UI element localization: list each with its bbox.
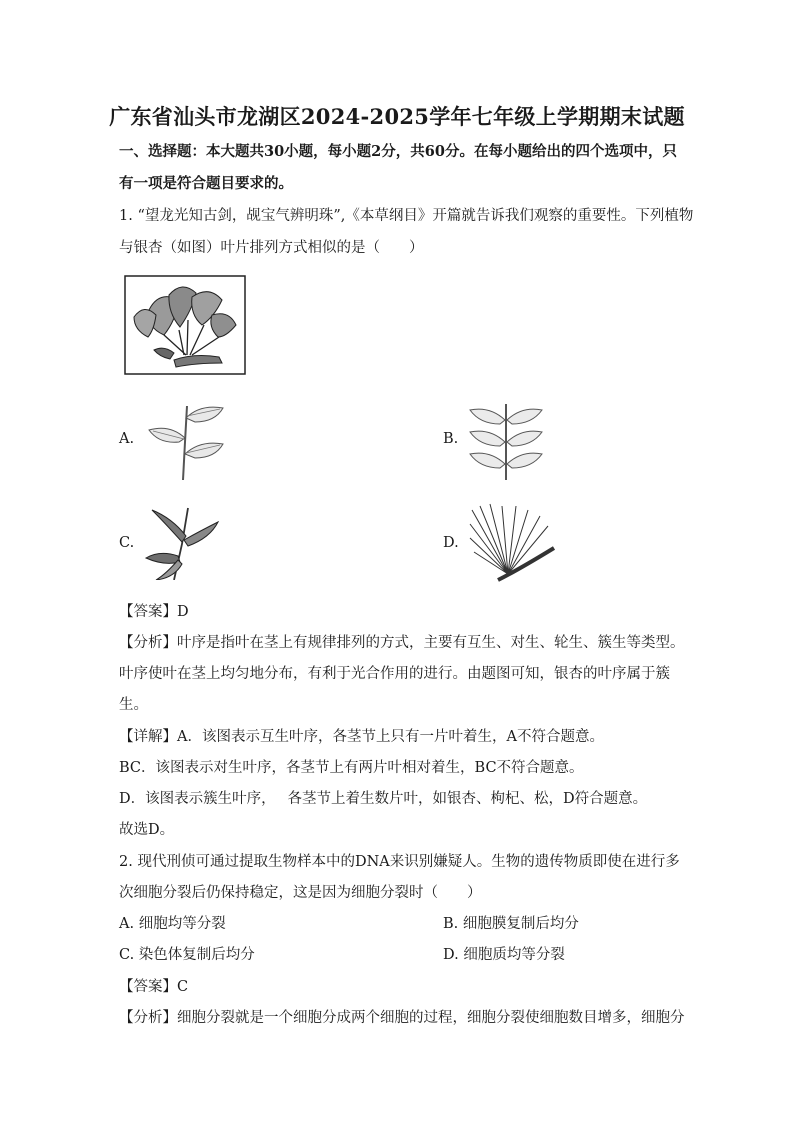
- q1-option-d-label: D.: [443, 535, 459, 551]
- page-title: 广东省汕头市龙湖区2024-2025学年七年级上学期期末试题: [109, 104, 685, 129]
- q1-stem-line2: 与银杏（如图）叶片排列方式相似的是（ ）: [119, 240, 424, 256]
- q2-option-c: C. 染色体复制后均分: [119, 947, 255, 963]
- q1-analysis-line1: 【分析】叶序是指叶在茎上有规律排列的方式，主要有互生、对生、轮生、簇生等类型。: [119, 635, 685, 651]
- ginkgo-figure: [124, 275, 246, 375]
- q2-stem-line2: 次细胞分裂后仍保持稳定，这是因为细胞分裂时（ ）: [119, 885, 482, 901]
- q1-conclusion: 故选D。: [119, 822, 175, 838]
- q1-stem-line1: 1. “望龙光知古剑，觇宝气辨明珠”,《本草纲目》开篇就告诉我们观察的重要性。下列植物: [119, 208, 694, 224]
- q2-option-a: A. 细胞均等分裂: [119, 916, 226, 932]
- q1-detail-line1: 【详解】A．该图表示互生叶序，各茎节上只有一片叶着生，A不符合题意。: [119, 729, 604, 745]
- q1-option-c-figure: [144, 506, 220, 580]
- section-instructions-line1: 一、选择题：本大题共30小题，每小题2分，共60分。在每小题给出的四个选项中，只: [119, 143, 677, 160]
- q1-analysis-line2: 叶序使叶在茎上均匀地分布，有利于光合作用的进行。由题图可知，银杏的叶序属于簇: [119, 666, 670, 682]
- q2-option-b: B. 细胞膜复制后均分: [443, 916, 579, 932]
- q1-analysis-line3: 生。: [119, 697, 148, 713]
- q2-answer: 【答案】C: [119, 979, 189, 995]
- q2-analysis-line1: 【分析】细胞分裂就是一个细胞分成两个细胞的过程，细胞分裂使细胞数目增多，细胞分: [119, 1010, 685, 1026]
- q1-answer: 【答案】D: [119, 604, 189, 620]
- q1-detail-line3: D．该图表示簇生叶序， 各茎节上着生数片叶，如银杏、枸杞、松，D符合题意。: [119, 791, 648, 807]
- q1-option-a-figure: [145, 402, 227, 480]
- section-instructions-line2: 有一项是符合题目要求的。: [119, 175, 293, 192]
- q2-stem-line1: 2. 现代刑侦可通过提取生物样本中的DNA来识别嫌疑人。生物的遗传物质即使在进行多: [119, 854, 680, 870]
- q1-option-d-figure: [468, 502, 558, 584]
- q1-option-b-figure: [468, 402, 544, 480]
- q2-option-d: D. 细胞质均等分裂: [443, 947, 565, 963]
- q1-detail-line2: BC．该图表示对生叶序，各茎节上有两片叶相对着生，BC不符合题意。: [119, 760, 584, 776]
- q1-option-b-label: B.: [443, 431, 459, 447]
- q1-option-c-label: C.: [119, 535, 135, 551]
- q1-option-a-label: A.: [119, 431, 135, 447]
